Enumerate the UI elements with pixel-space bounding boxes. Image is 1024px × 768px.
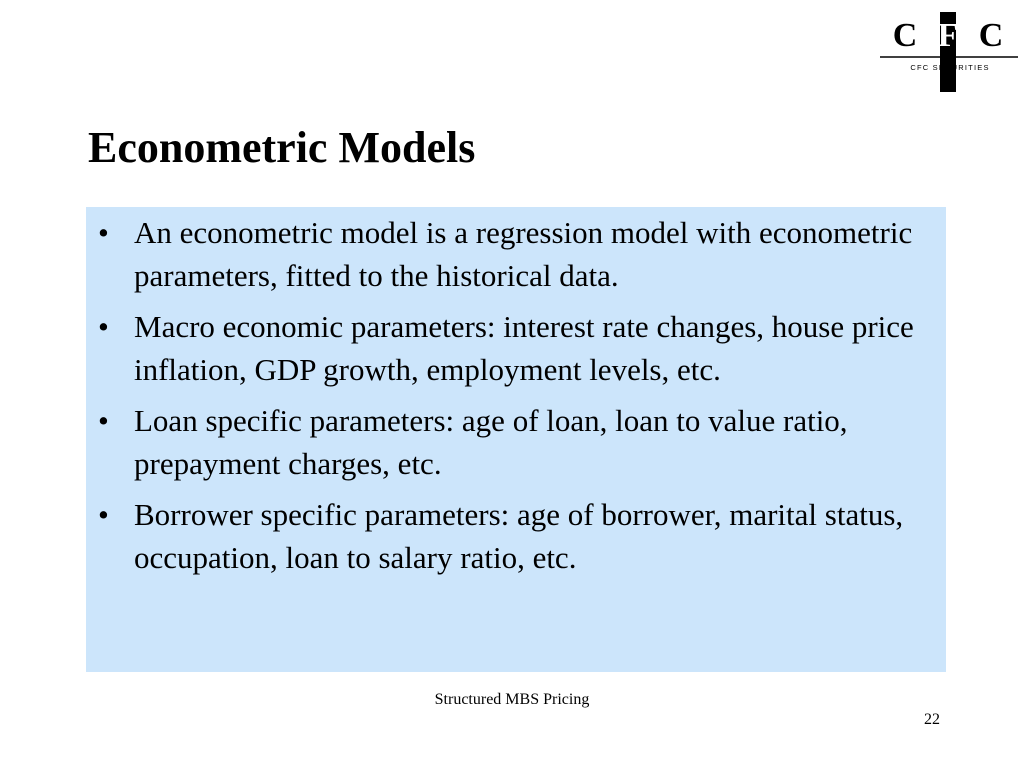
footer-text: Structured MBS Pricing (434, 691, 590, 708)
bullet-text: Macro economic parameters: interest rate changes, house price inflation, GDP growth, employment levels, etc. (134, 309, 914, 387)
bullet-item (86, 305, 946, 391)
bullet-item (86, 399, 946, 485)
logo-letter-c2: C (978, 17, 1004, 54)
bullet-icon: • (98, 215, 109, 250)
logo-letter-c1: C (892, 17, 918, 54)
slide-title: Econometric Models (88, 123, 476, 172)
cfc-securities-logo (878, 12, 1018, 94)
bullet-item (86, 493, 946, 579)
bullet-item (86, 211, 946, 297)
logo-subtitle: CFC SECURITIES (910, 63, 990, 72)
page-number: 22 (924, 711, 940, 728)
bullet-icon: • (98, 309, 109, 344)
bullet-icon: • (98, 497, 109, 532)
bullet-text: An econometric model is a regression model with econometric parameters, fitted to the historical data. (134, 215, 913, 293)
content-box (86, 207, 946, 672)
bullet-text: Loan specific parameters: age of loan, loan to value ratio, prepayment charges, etc. (134, 403, 848, 481)
bullet-list (86, 211, 946, 579)
logo-letter-f: F (937, 17, 959, 54)
bullet-icon: • (98, 403, 109, 438)
bullet-text: Borrower specific parameters: age of borrower, marital status, occupation, loan to salary ratio, etc. (134, 497, 904, 575)
